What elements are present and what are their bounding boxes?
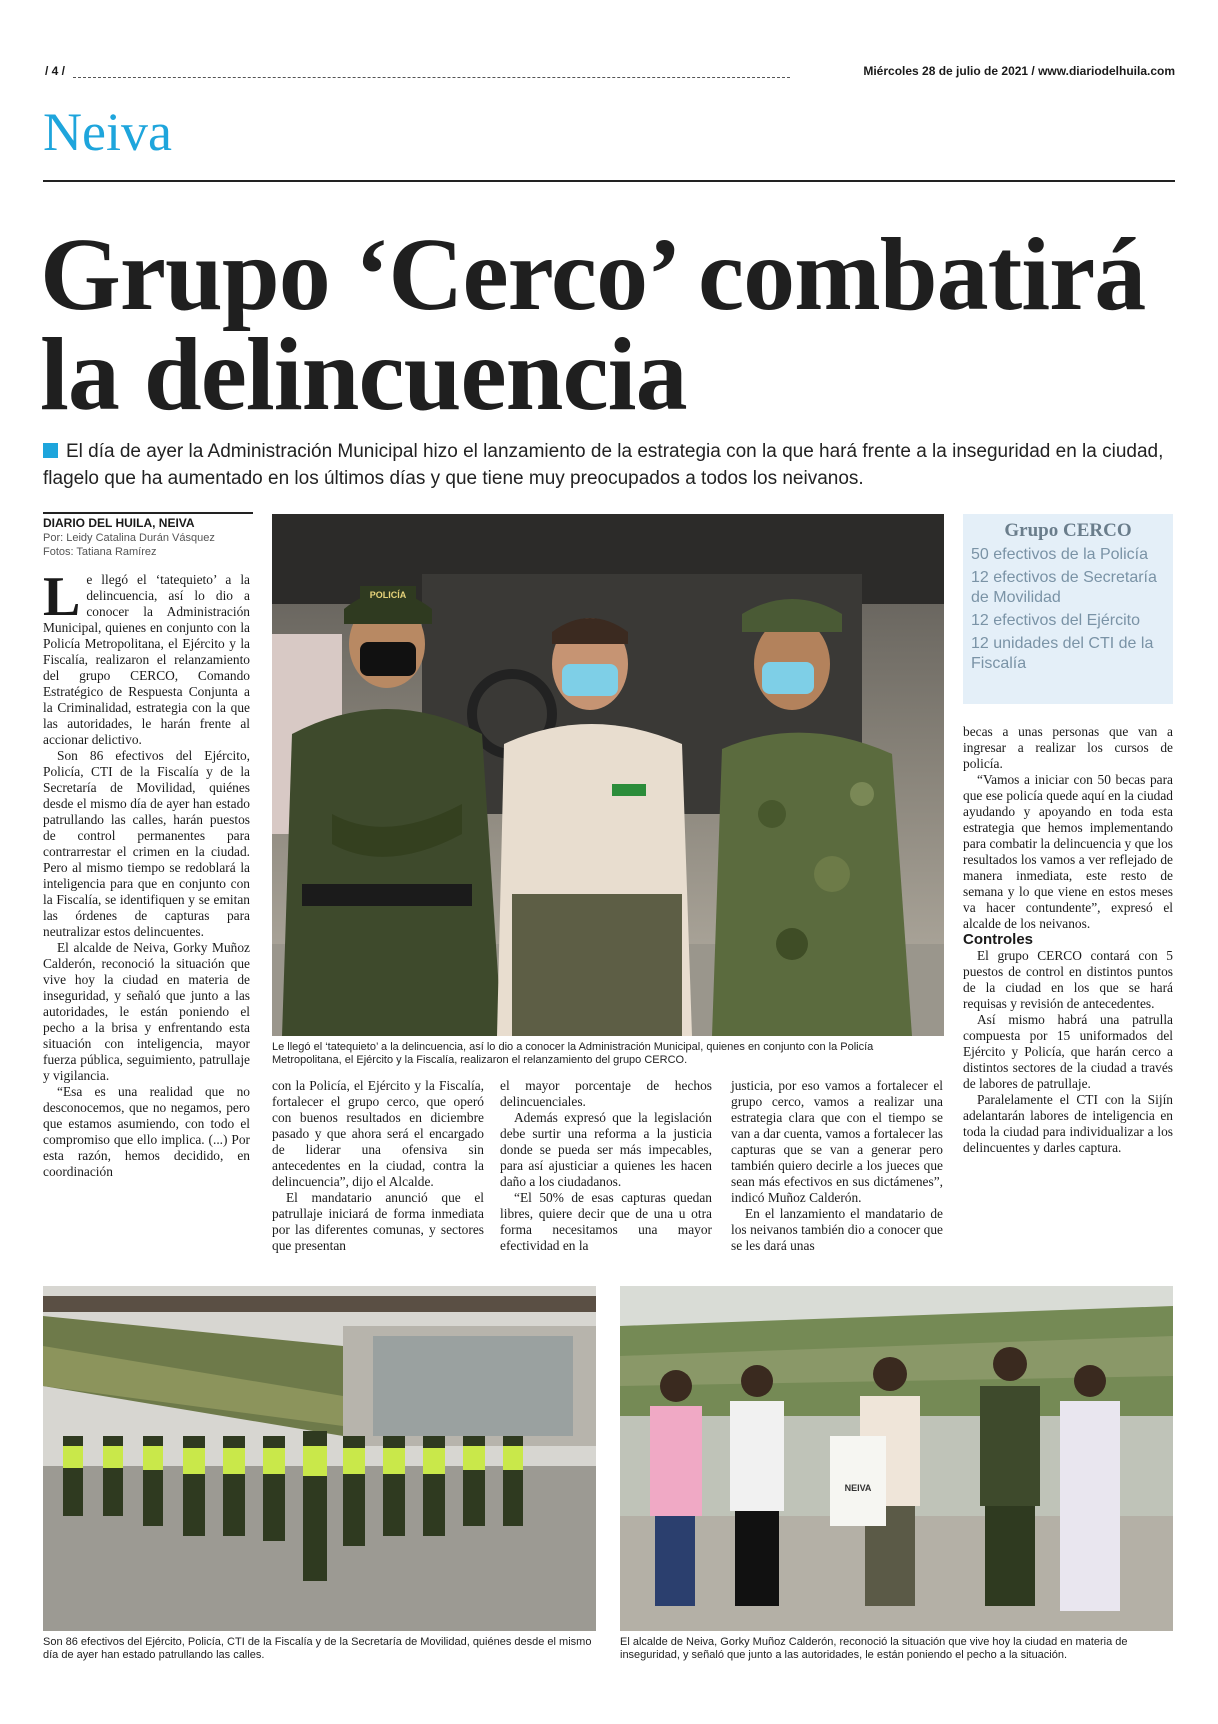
paragraph: “Vamos a iniciar con 50 becas para que ese policía quede aquí en la ciudad ayudando y apoyando en toda esta estrategia que hemos implementando para combatir la delincuencia y que los resultados los vamos a ver reflejado de manera inmediata, este resto de semana y lo que viene en estos meses va hacer contundente”, expresó el alcalde de los neivanos. — [963, 772, 1173, 931]
lead-text: El día de ayer la Administración Municipal hizo el lanzamiento de la estrategia con la que hará frente a la inseguridad en la ciudad, flagelo que ha aumentado en los últimos días y que tiene muy preocupados a todos los neivanos. — [43, 441, 1164, 489]
main-photo-caption: Le llegó el ‘tatequieto’ a la delincuencia, así lo dio a conocer la Administración Municipal, quienes en conjunto con la Policía Metropolitana, el Ejército y la Fiscalía, realizaron el relanzamiento del grupo CERCO. — [272, 1041, 874, 1066]
byline-photos: Fotos: Tatiana Ramírez — [43, 546, 157, 558]
lead-paragraph — [43, 438, 1178, 492]
paragraph: El alcalde de Neiva, Gorky Muñoz Calderón, reconoció la situación que vive hoy la ciudad en materia de inseguridad, y señaló que junto a las autoridades, le están poniendo el pecho a la brisa y enfrentando esta situación con inteligencia, mayor fuerza pública, seguimiento, patrullaje y vigilancia. — [43, 940, 250, 1083]
paragraph: El grupo CERCO contará con 5 puestos de control en distintos puntos de la ciudad en los que se hará requisas y revisión de antecedentes. — [963, 948, 1173, 1011]
bottom-left-caption: Son 86 efectivos del Ejército, Policía, CTI de la Fiscalía y de la Secretaría de Movilidad, quiénes desde el mismo día de ayer han estado patrullando las calles. — [43, 1636, 592, 1661]
paragraph: Paralelamente el CTI con la Sijín adelantarán labores de inteligencia en toda la ciudad para individualizar a los delincuentes y darles captura. — [963, 1092, 1173, 1155]
paragraph: Además expresó que la legislación debe surtir una reforma a la justicia donde se pueda ser más impecables, para así ajusticiar a quienes les hacen daño a los ciudadanos. — [500, 1110, 712, 1189]
paragraph: Son 86 efectivos del Ejército, Policía, CTI de la Fiscalía y de la Secretaría de Movilidad, quiénes desde el mismo día de ayer han estado patrullando las calles, harán puestos de control permanentes para contrarrestar el crimen en la ciudad. Pero al mismo tiempo se redoblará la inteligencia para que en conjunto con la Fiscalía, se identifiquen y se emitan las órdenes de capturas para neutralizar estos delincuentes. — [43, 748, 250, 939]
dropcap: L — [43, 566, 81, 628]
paragraph: justicia, por eso vamos a fortalecer el grupo cerco, vamos a realizar una estrategia clara que con el tiempo se van a dar cuenta, vamos a fortalecer las capturas que se van a generar pero también quiero decirle a los jueces que sean más efectivos en sus dictámenes”, indicó Muñoz Calderón. — [731, 1078, 943, 1205]
byline-source: DIARIO DEL HUILA, NEIVA — [43, 512, 253, 530]
page-header — [45, 64, 1175, 84]
paragraph: becas a unas personas que van a ingresar a realizar los cursos de policía. — [963, 724, 1173, 771]
paragraph: el mayor porcentaje de hechos delincuenciales. — [500, 1078, 712, 1109]
infobox-item: 50 efectivos de la Policía — [971, 546, 1148, 563]
infobox-item: 12 efectivos del Ejército — [971, 612, 1140, 629]
paragraph: “Esa es una realidad que no desconocemos, que no negamos, pero que estamos asumiendo, con todo el compromiso que ello implica. (...) Por esta razón, hemos decidido, en coordinación — [43, 1084, 250, 1179]
header-rule — [73, 77, 790, 78]
section-divider — [43, 180, 1175, 182]
paragraph: “El 50% de esas capturas quedan libres, quiere decir que de una u otra forma necesitamos una mayor efectividad en la — [500, 1190, 712, 1253]
paragraph: El mandatario anunció que el patrullaje iniciará de forma inmediata por las diferentes comunas, y sectores que presentan — [272, 1190, 484, 1253]
lead-square-icon — [43, 443, 58, 458]
paragraph: con la Policía, el Ejército y la Fiscalía, fortalecer el grupo cerco, que operó con buenos resultados en diciembre pasado y que ahora será el encargado de liderar una ofensiva sin antecedentes en la ciudad, contra la delincuencia”, dijo el Alcalde. — [272, 1078, 484, 1189]
byline — [43, 512, 253, 558]
bottom-left-photo — [43, 1286, 596, 1631]
paragraph: En el lanzamiento el mandatario de los neivanos también dio a conocer que se les dará unas — [731, 1206, 943, 1253]
article-column-4 — [731, 1078, 943, 1254]
headline: Grupo ‘Cerco’ combatirá la delincuencia — [40, 217, 1146, 432]
bottom-right-photo — [620, 1286, 1173, 1631]
date-site: Miércoles 28 de julio de 2021 / www.diariodelhuila.com — [863, 64, 1175, 78]
page-number: / 4 / — [45, 64, 66, 78]
bottom-right-caption: El alcalde de Neiva, Gorky Muñoz Calderón, reconoció la situación que vive hoy la ciudad en materia de inseguridad, y señaló que junto a las autoridades, le están poniendo el pecho a la situación. — [620, 1636, 1128, 1661]
paragraph: Le llegó el ‘tatequieto’ a la delincuencia, así lo dio a conocer la Administración Municipal, quienes en conjunto con la Policía Metropolitana, el Ejército y la Fiscalía, realizaron el relanzamiento del grupo CERCO, Comando Estratégico de Respuesta Conjunta a la Criminalidad, estrategia con la que las autoridades, le harán frente al accionar delictivo. — [43, 566, 250, 747]
article-column-2 — [272, 1078, 484, 1254]
infobox-item: 12 unidades del CTI de la Fiscalía — [971, 635, 1154, 672]
section-title: Neiva — [43, 102, 172, 162]
paragraph: Así mismo habrá una patrulla compuesta por 15 uniformados del Ejército y Policía, que harán cerco a distintos sectores de la ciudad a través de labores de patrullaje. — [963, 1012, 1173, 1091]
podium-text: NEIVA — [844, 1483, 872, 1493]
infobox-item: 12 efectivos de Secretaría de Movilidad — [971, 569, 1157, 606]
article-column-1 — [43, 566, 250, 1180]
infobox-title: Grupo CERCO — [1004, 520, 1132, 541]
subheading: Controles — [963, 931, 1034, 948]
article-column-5 — [963, 724, 1173, 1156]
article-column-3 — [500, 1078, 712, 1254]
infobox — [963, 514, 1173, 704]
byline-author: Por: Leidy Catalina Durán Vásquez — [43, 532, 215, 544]
police-cap-text: POLICÍA — [369, 590, 407, 600]
main-photo — [272, 514, 944, 1036]
